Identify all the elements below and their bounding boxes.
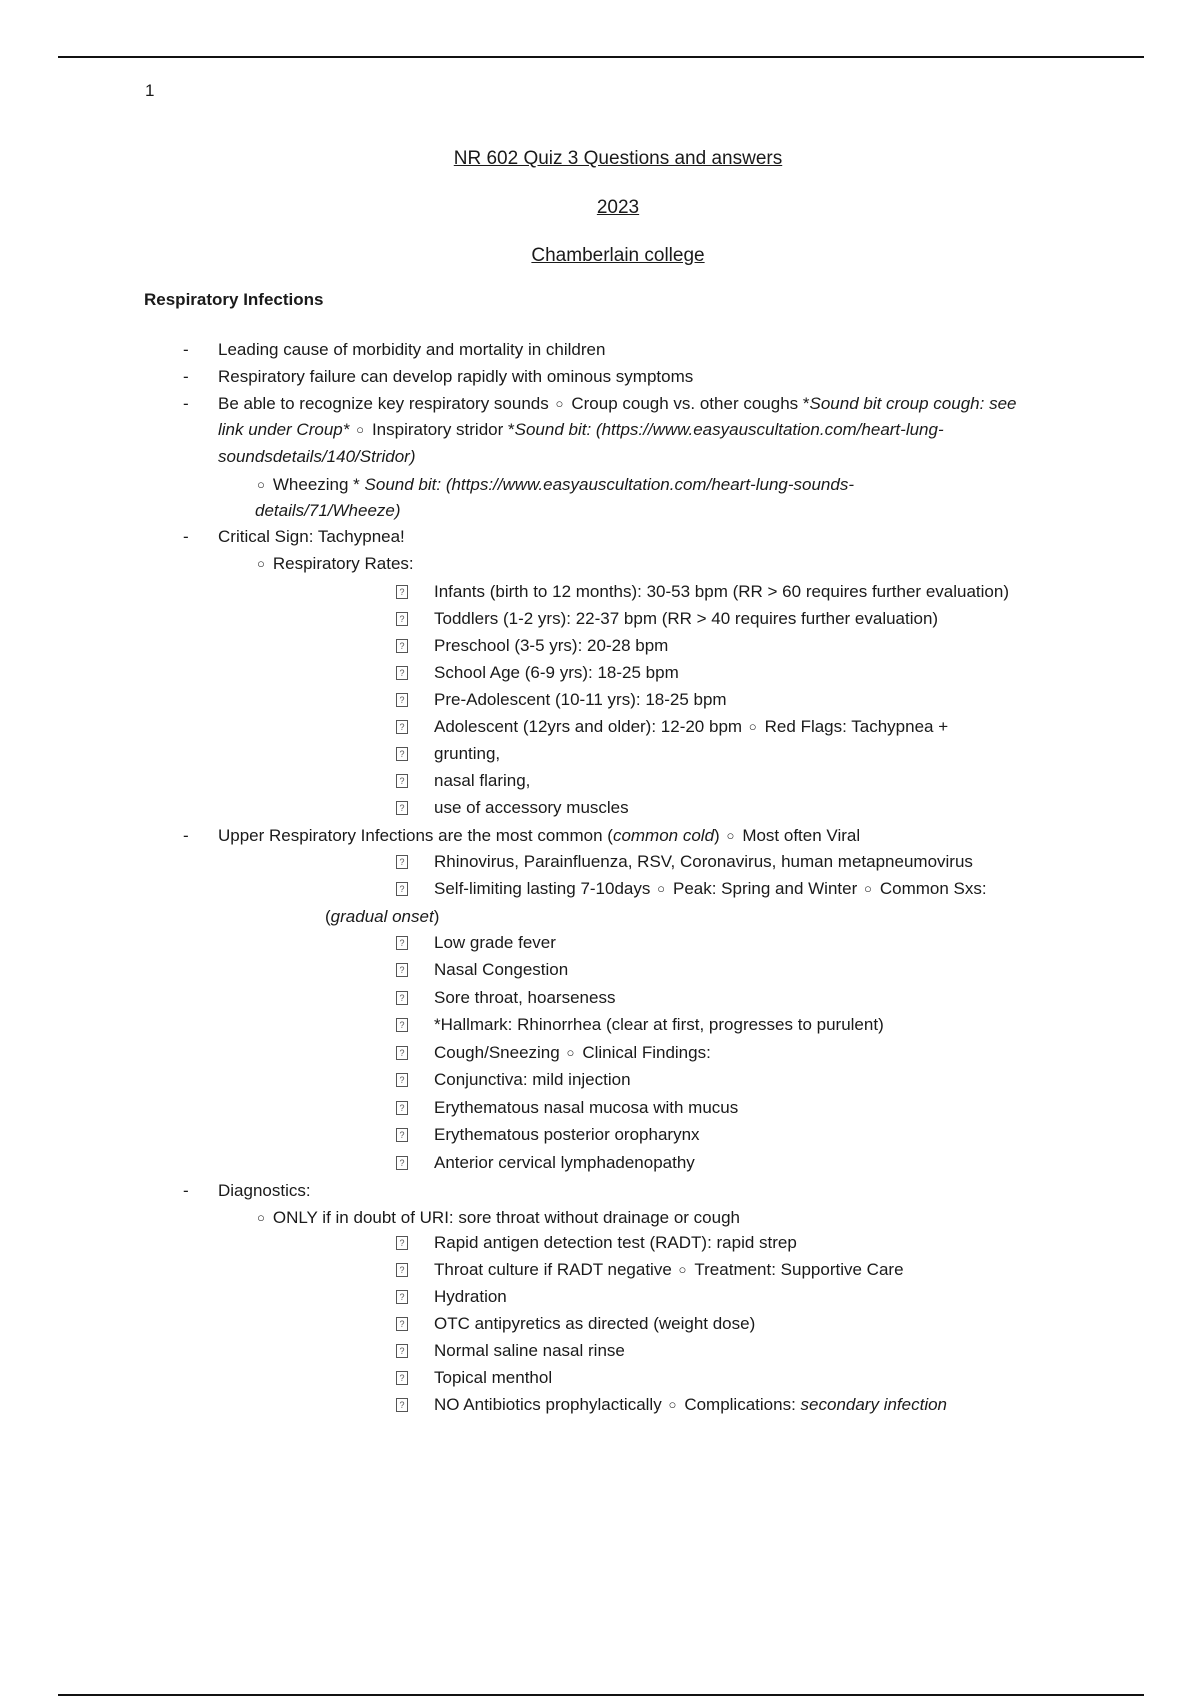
list-item: Throat culture if RADT negative ○ Treatment: Supportive Care [434, 1260, 904, 1279]
square-bullet: ? [396, 720, 408, 734]
list-item: use of accessory muscles [434, 798, 629, 817]
list-item: OTC antipyretics as directed (weight dose) [434, 1314, 756, 1333]
sub-list-item: ○ ONLY if in doubt of URI: sore throat without drainage or cough [257, 1208, 740, 1227]
section-heading: Respiratory Infections [144, 290, 324, 309]
list-item: Topical menthol [434, 1368, 553, 1387]
dash-bullet: - [183, 340, 189, 359]
list-item: Respiratory failure can develop rapidly with ominous symptoms [218, 367, 694, 386]
circle-bullet: ○ [356, 422, 364, 437]
square-bullet: ? [396, 585, 408, 599]
list-item: Conjunctiva: mild injection [434, 1070, 631, 1089]
dash-bullet: - [183, 527, 189, 546]
circle-bullet: ○ [566, 1045, 575, 1060]
list-item: Rapid antigen detection test (RADT): rapid strep [434, 1233, 797, 1252]
square-bullet: ? [396, 1101, 408, 1115]
square-bullet: ? [396, 882, 408, 896]
square-bullet: ? [396, 1290, 408, 1304]
dash-bullet: - [183, 367, 189, 386]
square-bullet: ? [396, 936, 408, 950]
list-item: Normal saline nasal rinse [434, 1341, 625, 1360]
list-item: Upper Respiratory Infections are the most common (common cold) ○ Most often Viral [218, 826, 861, 845]
list-item: Anterior cervical lymphadenopathy [434, 1153, 695, 1172]
square-bullet: ? [396, 801, 408, 815]
list-item: *Hallmark: Rhinorrhea (clear at first, progresses to purulent) [434, 1015, 884, 1034]
document-title: NR 602 Quiz 3 Questions and answers [453, 148, 783, 169]
list-item: Pre-Adolescent (10-11 yrs): 18-25 bpm [434, 690, 727, 709]
list-item: Erythematous nasal mucosa with mucus [434, 1098, 739, 1117]
square-bullet: ? [396, 1398, 408, 1412]
circle-bullet: ○ [257, 556, 265, 571]
list-item: Self-limiting lasting 7-10days ○ Peak: Spring and Winter ○ Common Sxs: [434, 879, 987, 898]
square-bullet: ? [396, 639, 408, 653]
square-bullet: ? [396, 612, 408, 626]
list-item: Cough/Sneezing ○ Clinical Findings: [434, 1043, 711, 1062]
list-item-continuation: link under Croup* ○ Inspiratory stridor *Sound bit: (https://www.easyauscultation.com/heart-lung- [218, 420, 944, 439]
square-bullet: ? [396, 1263, 408, 1277]
list-item: Rhinovirus, Parainfluenza, RSV, Coronavirus, human metapneumovirus [434, 852, 973, 871]
list-item: Be able to recognize key respiratory sounds ○ Croup cough vs. other coughs *Sound bit croup cough: see [218, 394, 1017, 413]
list-item: Sore throat, hoarseness [434, 988, 616, 1007]
square-bullet: ? [396, 1344, 408, 1358]
list-item: Preschool (3-5 yrs): 20-28 bpm [434, 636, 669, 655]
sub-list-item: ○ Respiratory Rates: [257, 554, 414, 573]
square-bullet: ? [396, 991, 408, 1005]
square-bullet: ? [396, 1046, 408, 1060]
circle-bullet: ○ [668, 1397, 677, 1412]
list-item: Nasal Congestion [434, 960, 569, 979]
list-item-continuation: (gradual onset) [325, 907, 440, 926]
list-item-continuation: soundsdetails/140/Stridor) [218, 447, 416, 466]
square-bullet: ? [396, 747, 408, 761]
square-bullet: ? [396, 1073, 408, 1087]
circle-bullet: ○ [726, 828, 735, 843]
square-bullet: ? [396, 1128, 408, 1142]
circle-bullet: ○ [678, 1262, 687, 1277]
list-item: NO Antibiotics prophylactically ○ Complications: secondary infection [434, 1395, 948, 1414]
list-item: Critical Sign: Tachypnea! [218, 527, 405, 546]
circle-bullet: ○ [863, 881, 872, 896]
list-item: nasal flaring, [434, 771, 531, 790]
circle-bullet: ○ [748, 719, 757, 734]
square-bullet: ? [396, 1371, 408, 1385]
square-bullet: ? [396, 693, 408, 707]
bottom-rule [58, 1694, 1144, 1696]
list-item: Adolescent (12yrs and older): 12-20 bpm ○ Red Flags: Tachypnea + [434, 717, 949, 736]
list-item: Toddlers (1-2 yrs): 22-37 bpm (RR > 40 requires further evaluation) [434, 609, 939, 628]
square-bullet: ? [396, 963, 408, 977]
list-item: Erythematous posterior oropharynx [434, 1125, 700, 1144]
circle-bullet: ○ [657, 881, 665, 896]
square-bullet: ? [396, 1018, 408, 1032]
list-item: Diagnostics: [218, 1181, 311, 1200]
list-item: Leading cause of morbidity and mortality in children [218, 340, 606, 359]
square-bullet: ? [396, 774, 408, 788]
circle-bullet: ○ [555, 396, 564, 411]
list-item: Low grade fever [434, 933, 556, 952]
square-bullet: ? [396, 666, 408, 680]
dash-bullet: - [183, 826, 189, 845]
square-bullet: ? [396, 855, 408, 869]
dash-bullet: - [183, 394, 189, 413]
list-item: Hydration [434, 1287, 507, 1306]
sub-list-item-continuation: details/71/Wheeze) [255, 501, 401, 520]
list-item: grunting, [434, 744, 501, 763]
list-item: Infants (birth to 12 months): 30-53 bpm (RR > 60 requires further evaluation) [434, 582, 1009, 601]
dash-bullet: - [183, 1181, 189, 1200]
list-item: School Age (6-9 yrs): 18-25 bpm [434, 663, 679, 682]
square-bullet: ? [396, 1236, 408, 1250]
document-year: 2023 [596, 197, 640, 218]
sub-list-item: ○ Wheezing * Sound bit: (https://www.easyauscultation.com/heart-lung-sounds- [257, 475, 855, 494]
circle-bullet: ○ [257, 1210, 265, 1225]
square-bullet: ? [396, 1156, 408, 1170]
document-school: Chamberlain college [531, 245, 705, 266]
page-number: 1 [145, 81, 155, 100]
square-bullet: ? [396, 1317, 408, 1331]
top-rule [58, 56, 1144, 58]
circle-bullet: ○ [257, 477, 265, 492]
